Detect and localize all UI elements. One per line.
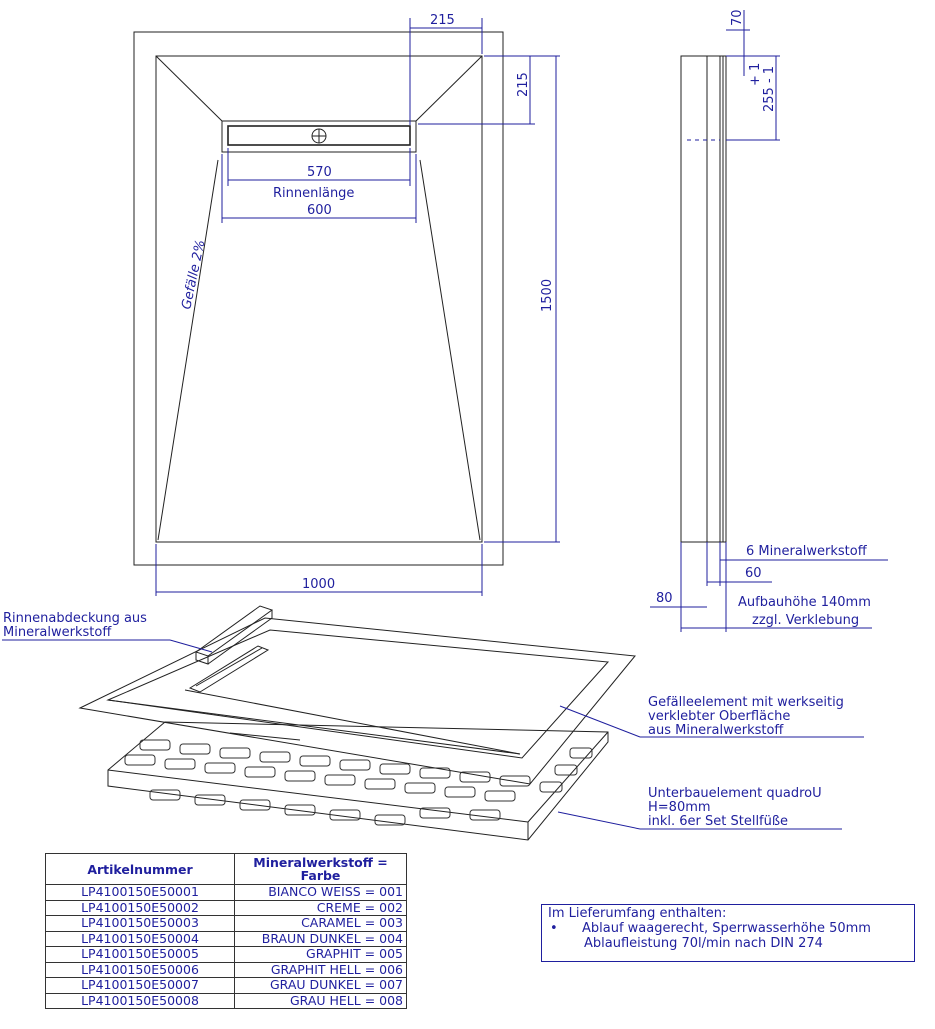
dim-mineral6: 6 Mineralwerkstoff	[746, 544, 867, 559]
color: CREME = 002	[235, 900, 407, 916]
dim-1000: 1000	[302, 577, 336, 592]
color: GRAPHIT = 005	[235, 947, 407, 963]
color: BRAUN DUNKEL = 004	[235, 931, 407, 947]
dim-255: 255 - 1	[762, 65, 777, 112]
dim-60: 60	[745, 566, 762, 581]
callout-unter-2: H=80mm	[648, 800, 711, 815]
color: GRAPHIT HELL = 006	[235, 962, 407, 978]
color: BIANCO WEISS = 001	[235, 885, 407, 901]
article-table	[45, 853, 407, 1009]
article-number: LP4100150E50005	[46, 947, 235, 963]
dim-570: 570	[307, 165, 332, 180]
article-number: LP4100150E50003	[46, 916, 235, 932]
dim-1500: 1500	[540, 278, 555, 312]
callout-unter-1: Unterbauelement quadroU	[648, 786, 822, 801]
side-view	[681, 56, 726, 542]
table-row	[46, 978, 407, 994]
color: GRAU DUNKEL = 007	[235, 978, 407, 994]
article-number: LP4100150E50006	[46, 962, 235, 978]
callout-gef-1: Gefälleelement mit werkseitig	[648, 695, 844, 710]
dim-215-top: 215	[430, 13, 455, 28]
dim-600: 600	[307, 203, 332, 218]
table-row	[46, 916, 407, 932]
table-row	[46, 885, 407, 901]
side-view-dimensions	[650, 9, 888, 632]
table-row	[46, 947, 407, 963]
callout-gef-3: aus Mineralwerkstoff	[648, 723, 784, 738]
dim-aufbau: Aufbauhöhe 140mm	[738, 595, 871, 610]
scope-line-2: Ablaufleistung 70l/min nach DIN 274	[584, 936, 823, 951]
table-row	[46, 993, 407, 1009]
scope-title: Im Lieferumfang enthalten:	[548, 906, 727, 921]
dim-verklebung: zzgl. Verklebung	[752, 613, 860, 628]
dim-70: 70	[730, 9, 745, 26]
article-number: LP4100150E50004	[46, 931, 235, 947]
callout-texts	[3, 611, 844, 829]
callout-rinnen-1: Rinnenabdeckung aus	[3, 611, 147, 626]
dim-rinnenlaenge: Rinnenlänge	[273, 186, 355, 201]
table-row	[46, 962, 407, 978]
callout-gef-2: verklebter Oberfläche	[648, 709, 791, 724]
dim-80: 80	[656, 591, 673, 606]
scope-line-1: Ablauf waagerecht, Sperrwasserhöhe 50mm	[582, 921, 871, 936]
scope-of-delivery-box	[541, 904, 915, 962]
table-row	[46, 900, 407, 916]
header-farbe: Mineralwerkstoff = Farbe	[235, 854, 407, 885]
top-view-dimensions	[156, 13, 560, 596]
article-number: LP4100150E50008	[46, 993, 235, 1009]
scope-bullet: •	[550, 921, 558, 936]
color: CARAMEL = 003	[235, 916, 407, 932]
article-number: LP4100150E50001	[46, 885, 235, 901]
isometric-view	[80, 606, 635, 840]
callout-unter-3: inkl. 6er Set Stellfüße	[648, 814, 789, 829]
dim-215-side: 215	[516, 72, 531, 97]
article-number: LP4100150E50002	[46, 900, 235, 916]
dim-plus1: + 1	[748, 62, 763, 86]
article-number: LP4100150E50007	[46, 978, 235, 994]
callout-rinnen-2: Mineralwerkstoff	[3, 625, 112, 640]
slope-label: Gefälle 2%	[179, 238, 209, 311]
table-row	[46, 931, 407, 947]
color: GRAU HELL = 008	[235, 993, 407, 1009]
header-artikelnummer: Artikelnummer	[46, 854, 235, 885]
